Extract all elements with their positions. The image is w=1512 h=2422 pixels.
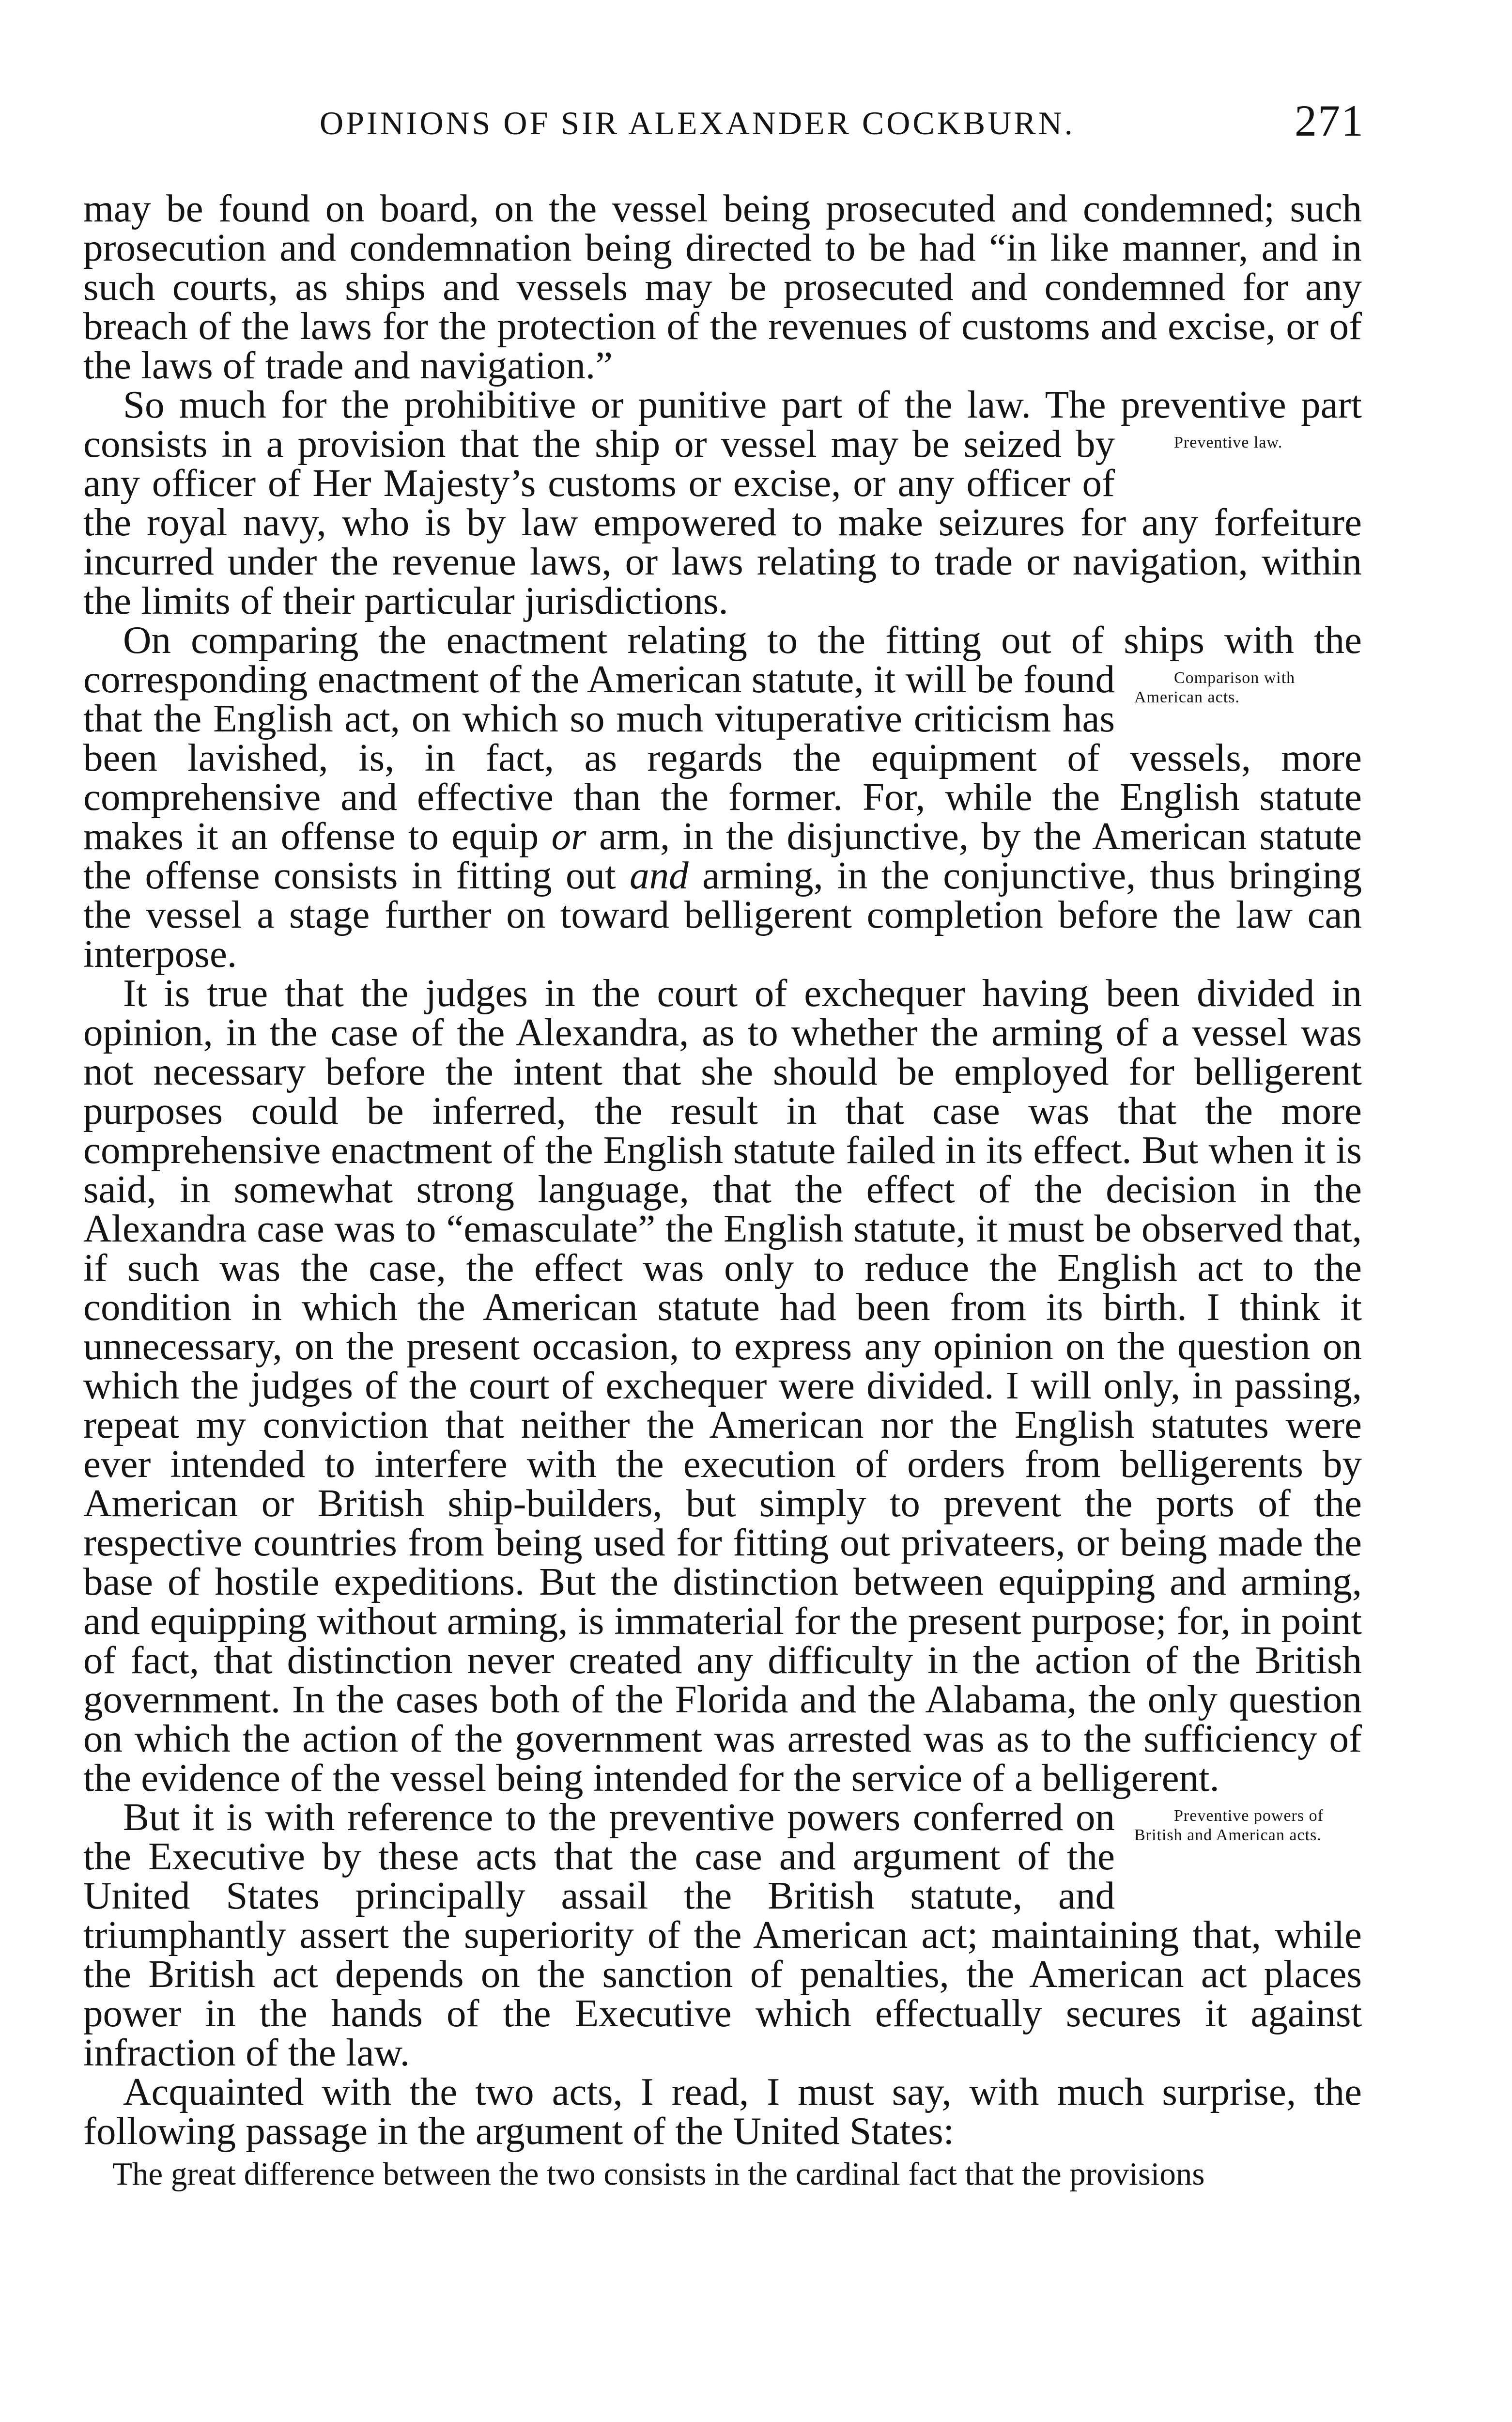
paragraph-2 [83, 385, 1362, 621]
paragraph-2-rest: may be seized by any officer of Her Majesty’s customs or excise, or any officer of the royal navy, who is by law empowered to make seizures for any forfeiture incurred under the revenue laws, or laws relating to trade or navigation, within the limits of their particular jurisdictions. [83, 422, 1362, 622]
margin-note-preventive-law: Preventive law. [1174, 434, 1283, 451]
paragraph-1: may be found on board, on the vessel being prosecuted and condemned; such prosecution and condemnation being directed to be had “in like manner, and in such courts, as ships and vessels may be prosecuted and condemned for any breach of the laws for the protection of the revenues of customs and excise, or of the laws of trade and navigation.” [83, 186, 1362, 387]
paragraph-3-start: On comparing the enactment relating to the fitting out of ships with the corresponding enactment of the American statute, it [83, 618, 1362, 701]
paragraph-3-end: arming, in the conjunctive, thus bringing the vessel a stage further on toward belligerent completion before the law can interpose. [83, 854, 1362, 976]
margin-note-preventive-powers: Preventive powers of British and American acts. [1134, 1807, 1324, 1844]
paragraph-5-text: But it is with reference to the preventive powers conferred on the Executive by these acts that the case and argument of the United States principally assail the British statute, and triumphantly assert the superiority of the American act; maintaining that, while the British act depends on the sanction of penalties, the American act places power in the hands of the Executive which effectually secures it against infraction of the law. [83, 1795, 1362, 2074]
running-head: OPINIONS OF SIR ALEXANDER COCKBURN. [320, 105, 1075, 141]
main-text [83, 186, 1362, 2193]
paragraph-5 [83, 1795, 1362, 2074]
margin-note-comparison: Comparison with American acts. [1134, 669, 1296, 706]
paragraph-6: Acquainted with the two acts, I read, I must say, with much surprise, the following passage in the argument of the United States: [83, 2070, 1362, 2153]
margin-note-wrapper [1134, 424, 1362, 478]
page-number: 271 [1295, 96, 1364, 145]
paragraph-3 [83, 618, 1362, 976]
emphasis-or: or [551, 814, 586, 858]
emphasis-and: and [630, 854, 689, 897]
margin-note-wrapper [1134, 1798, 1362, 1880]
paragraph-2-start: So much for the prohibitive or punitive part of the law. The preventive part consists in a provision that the ship or vessel [83, 383, 1362, 466]
margin-note-wrapper [1134, 660, 1362, 713]
paragraph-3-continued: arm, in the disjunctive, by the American statute the offense consists in fitting out [83, 814, 1362, 897]
paragraph-3-middle: will be found that the English act, on which so much vituperative criticism has been lavished, is, in fact, as regards the equipment of vessels, more comprehensive and effective than the former. For, while the English statute makes it an offense to equip [83, 657, 1362, 858]
paragraph-4: It is true that the judges in the court of exchequer having been divided in opinion, in the case of the Alexandra, as to whether the arming of a vessel was not necessary before the intent that she should be employed for belligerent purposes could be inferred, the result in that case was that the more comprehensive enactment of the English statute failed in its effect. But when it is said, in somewhat strong language, that the effect of the decision in the Alexandra case was to “emasculate” the English statute, it must be observed that, if such was the case, the effect was only to reduce the English act to the condition in which the American statute had been from its birth. I think it unnecessary, on the present occasion, to express any opinion on the question on which the judges of the court of exchequer were divided. I will only, in passing, repeat my conviction that neither the American nor the English statutes were ever intended to interfere with the execution of orders from belligerents by American or British ship-builders, but simply to prevent the ports of the respective countries from being used for fitting out privateers, or being made the base of hostile expeditions. But the distinction between equipping and arming, and equipping without arming, is immaterial for the present purpose; for, in point of fact, that distinction never created any difficulty in the action of the British government. In the cases both of the Florida and the Alabama, the only question on which the action of the government was arrested was as to the sufficiency of the evidence of the vessel being intended for the service of a belligerent. [83, 971, 1362, 1800]
block-quote: The great difference between the two consists in the cardinal fact that the provisions [112, 2156, 1205, 2192]
